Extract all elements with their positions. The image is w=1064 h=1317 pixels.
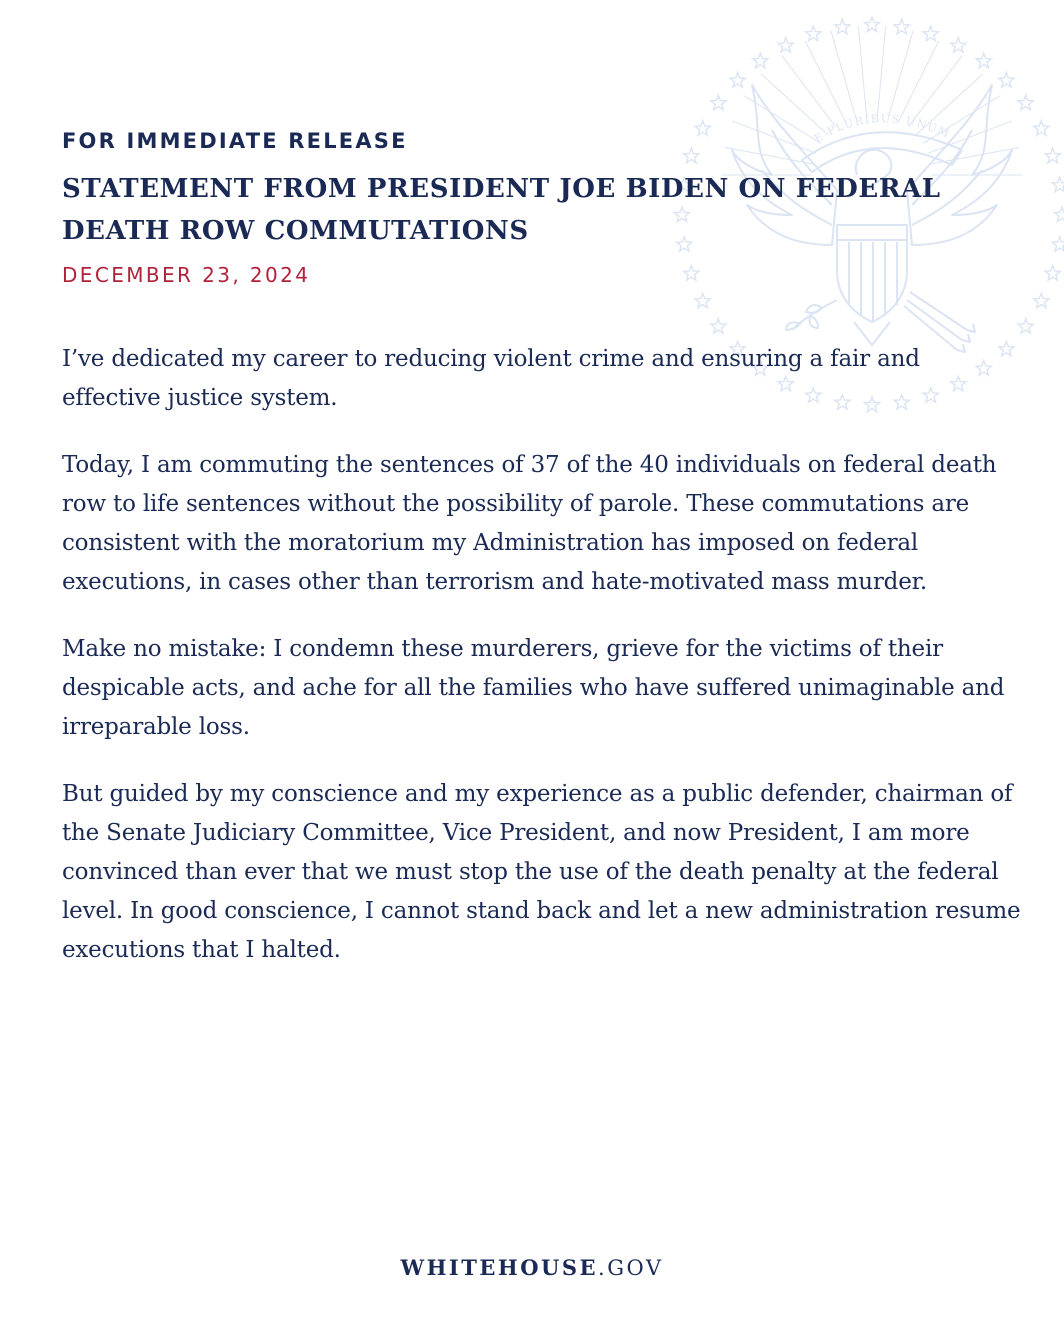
paragraph: But guided by my conscience and my experience as a public defender, chairman of the Senate Judiciary Committee, Vice President, and now President, I am more convinced than ever that we must stop the use of the death penalty at the federal level. In good conscience, I cannot stand back and let a new administration resume executions that I halted. xyxy=(62,781,1021,963)
paragraph: I’ve dedicated my career to reducing violent crime and ensuring a fair and effective justice system. xyxy=(62,346,920,411)
statement-body xyxy=(62,340,1022,998)
paragraph: Make no mistake: I condemn these murderers, grieve for the victims of their despicable acts, and ache for all the families who have suffered unimaginable and irreparable loss. xyxy=(62,636,1005,740)
release-kicker: FOR IMMEDIATE RELEASE xyxy=(62,129,408,153)
release-date: DECEMBER 23, 2024 xyxy=(62,263,311,287)
paragraph: Today, I am commuting the sentences of 37 of the 40 individuals on federal death row to life sentences without the possibility of parole. These commutations are consistent with the moratorium my Administration has imposed on federal executions, in cases other than terrorism and hate-motivated mass murder. xyxy=(62,452,997,595)
footer-tld: .GOV xyxy=(598,1256,664,1280)
seal-motto: E PLURIBUS UNUM xyxy=(811,112,953,146)
statement-title: STATEMENT FROM PRESIDENT JOE BIDEN ON FEDERAL DEATH ROW COMMUTATIONS xyxy=(62,174,941,246)
footer-domain: WHITEHOUSE xyxy=(400,1255,599,1280)
footer-website xyxy=(0,1253,1064,1283)
